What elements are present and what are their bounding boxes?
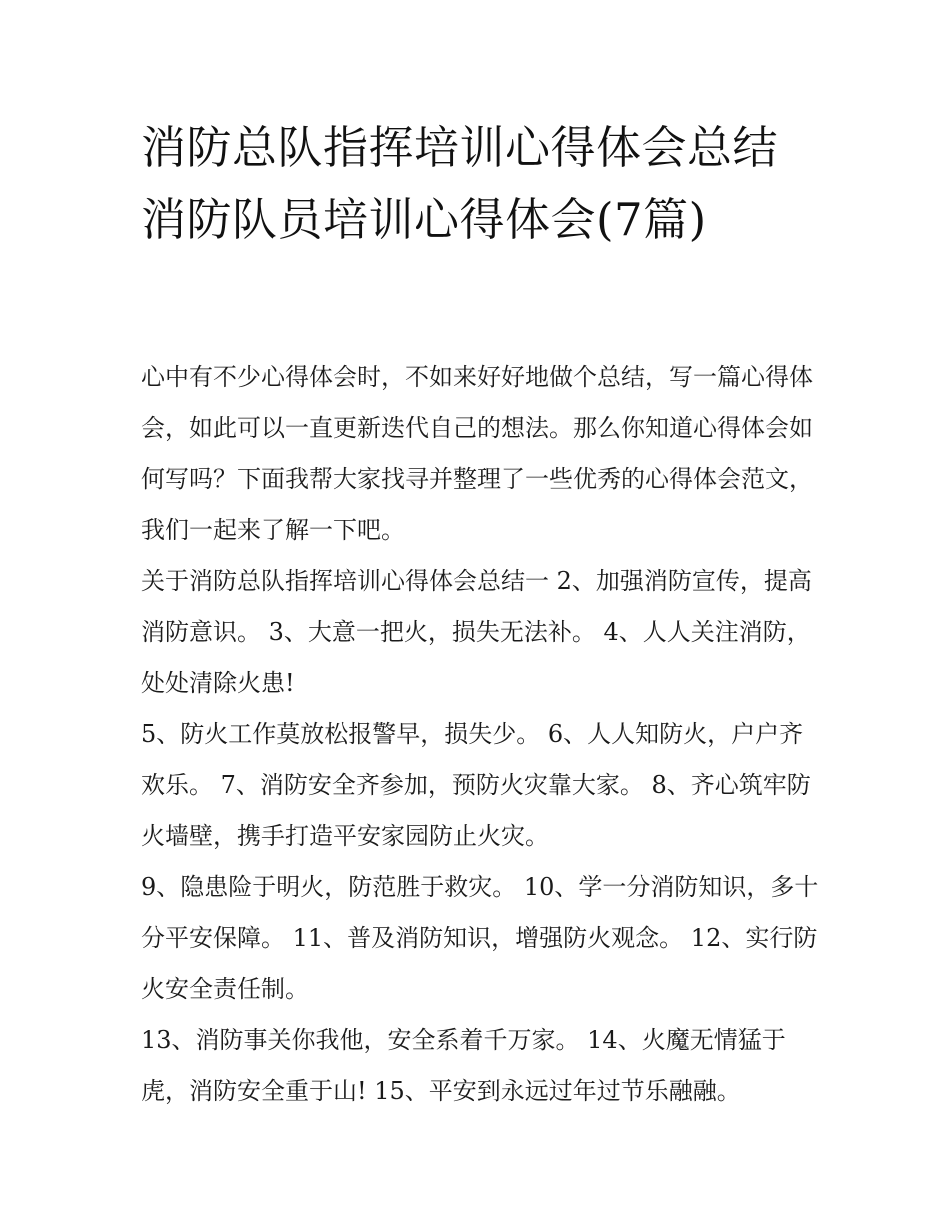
document-body: [141, 352, 821, 1117]
paragraph-slogans-3: 9、隐患险于明火，防范胜于救灾。 10、学一分消防知识，多十分平安保障。 11、普及消防知识，增强防火观念。 12、实行防火安全责任制。: [141, 873, 819, 1003]
paragraph-slogans-2: 5、防火工作莫放松报警早，损失少。 6、人人知防火，户户齐欢乐。 7、消防安全齐参加，预防火灾靠大家。 8、齐心筑牢防火墙壁，携手打造平安家园防止火灾。: [141, 720, 811, 850]
document-title: 消防总队指挥培训心得体会总结 消防队员培训心得体会(7篇): [141, 121, 779, 246]
paragraph-slogans-4: 13、消防事关你我他，安全系着千万家。 14、火魔无情猛于虎，消防安全重于山! 15、平安到永远过年过节乐融融。: [141, 1026, 786, 1105]
paragraph-intro: 心中有不少心得体会时，不如来好好地做个总结，写一篇心得体会，如此可以一直更新迭代自己的想法。那么你知道心得体会如何写吗？下面我帮大家找寻并整理了一些优秀的心得体会范文，我们一起来了解一下吧。: [141, 363, 813, 544]
paragraph-slogans-1: 关于消防总队指挥培训心得体会总结一 2、加强消防宣传，提高消防意识。 3、大意一把火，损失无法补。 4、人人关注消防，处处清除火患!: [141, 567, 812, 697]
